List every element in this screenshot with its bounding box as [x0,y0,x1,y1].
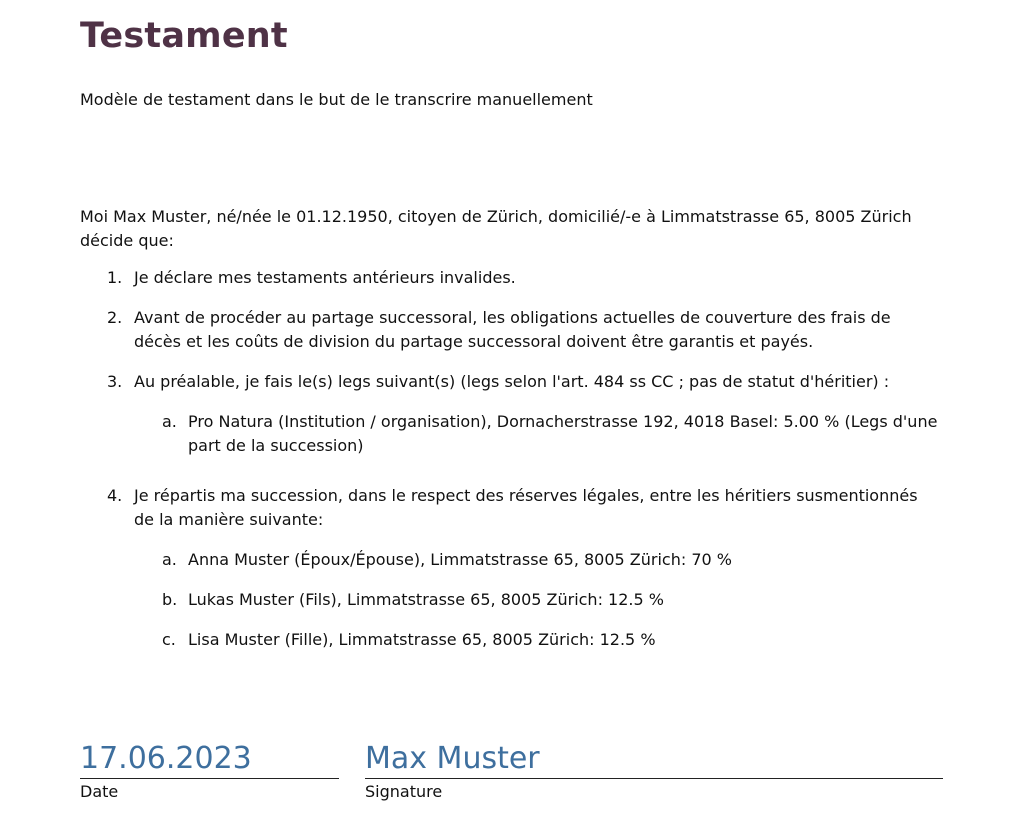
testator-declaration: Moi Max Muster, né/née le 01.12.1950, citoyen de Zürich, domicilié/-e à Limmatstrasse 65, 8005 Zürich décide que: [80,207,912,250]
document-subtitle: Modèle de testament dans le but de le transcrire manuellement [80,90,593,109]
heir-item [134,588,940,612]
clause-3-legacies [80,370,940,458]
signature-value: Max Muster [365,741,540,776]
legacy-item [134,410,940,458]
heir-text: Lukas Muster (Fils), Limmatstrasse 65, 8005 Zürich: 12.5 % [188,590,664,609]
clause-text: Avant de procéder au partage successoral, les obligations actuelles de couverture des frais de décès et les coûts de division du partage successoral doivent être garantis et payés. [134,308,891,351]
date-line [80,778,339,779]
heir-list [134,548,940,652]
clause-number: 3. [107,372,123,391]
legacy-text: Pro Natura (Institution / organisation), Dornacherstrasse 192, 4018 Basel: 5.00 % (Legs d'une part de la succession) [188,412,938,455]
heir-item [134,628,940,652]
clause-list [80,266,940,652]
heir-letter: a. [162,550,177,569]
signature-label: Signature [365,782,443,801]
date-field [80,740,339,803]
clause-number: 1. [107,268,123,287]
signature-line [365,778,943,779]
heir-letter: c. [162,630,176,649]
signature-field [365,740,943,803]
testament-body [80,205,940,670]
date-value: 17.06.2023 [80,741,252,776]
legacy-letter: a. [162,412,177,431]
clause-number: 4. [107,486,123,505]
heir-item [134,548,940,572]
clause-4-heirs [80,484,940,652]
clause-text: Au préalable, je fais le(s) legs suivant(s) (legs selon l'art. 484 ss CC ; pas de statut d'héritier) : [134,372,890,391]
heir-letter: b. [162,590,178,609]
clause-2 [80,306,940,354]
heir-text: Lisa Muster (Fille), Limmatstrasse 65, 8005 Zürich: 12.5 % [188,630,656,649]
clause-number: 2. [107,308,123,327]
heir-text: Anna Muster (Époux/Épouse), Limmatstrasse 65, 8005 Zürich: 70 % [188,550,732,569]
clause-text: Je répartis ma succession, dans le respect des réserves légales, entre les héritiers susmentionnés de la manière suivante: [134,486,918,529]
legacy-list [134,410,940,458]
clause-1 [80,266,940,290]
clause-text: Je déclare mes testaments antérieurs invalides. [134,268,516,287]
page-title: Testament [80,16,288,56]
date-label: Date [80,782,119,801]
